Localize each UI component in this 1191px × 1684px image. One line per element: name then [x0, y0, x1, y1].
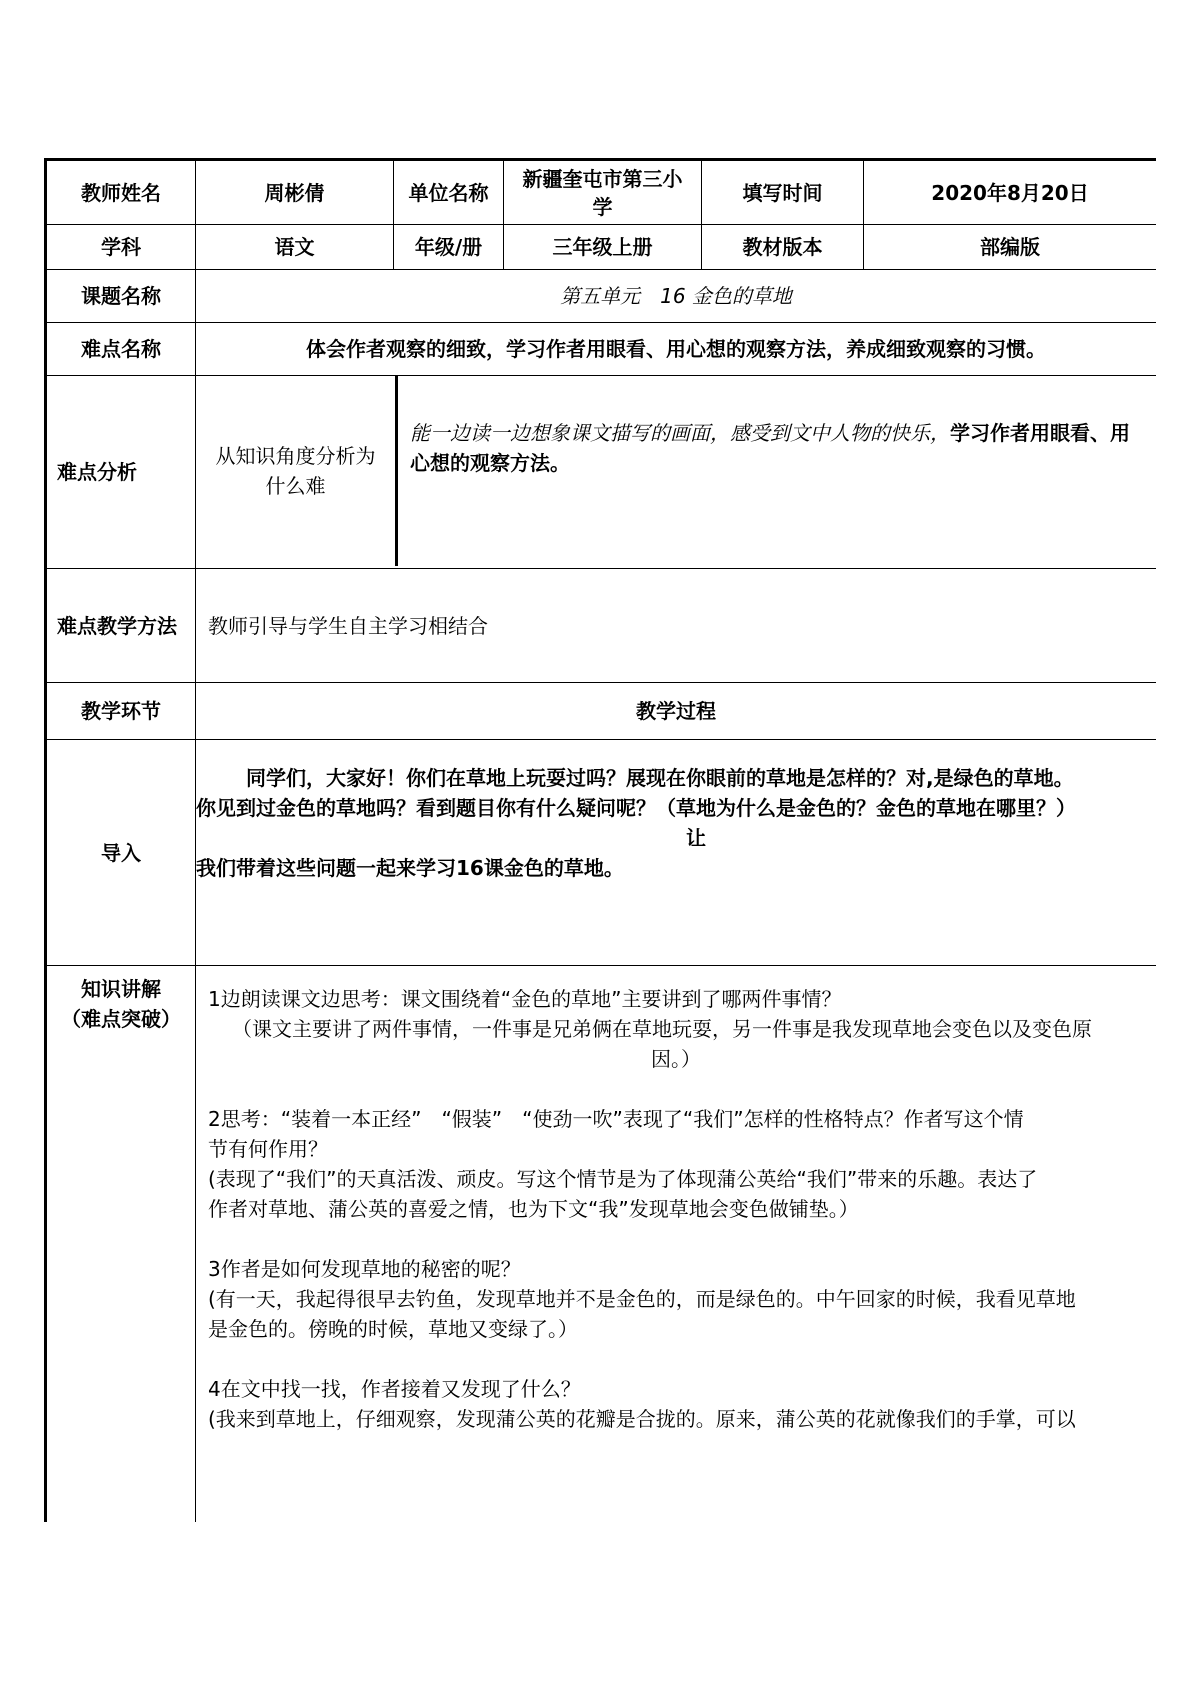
- question-4: 4在文中找一找，作者接着又发现了什么？: [208, 1377, 581, 1401]
- unit-name-line1: 新疆奎屯市第三小: [522, 166, 683, 191]
- unit-name-line2: 学: [592, 194, 613, 219]
- intro-row: [46, 740, 1157, 966]
- date-value: 2020年8月20日: [864, 160, 1157, 225]
- intro-line-1: 同学们，大家好！你们在草地上玩耍过吗？展现在你眼前的草地是怎样的？对,是绿色的草地。: [246, 765, 1074, 790]
- process-header-label: 教学环节: [46, 683, 196, 740]
- answer-3-line1: (有一天，我起得很早去钓鱼，发现草地并不是金色的，而是绿色的。中午回家的时候，我看见草地: [208, 1287, 1076, 1311]
- unit-label: 单位名称: [394, 160, 504, 225]
- analysis-label: 难点分析: [46, 376, 196, 569]
- answer-2-line1: (表现了“我们”的天真活泼、顽皮。写这个情节是为了体现蒲公英给“我们”带来的乐趣。表达了: [208, 1167, 1038, 1191]
- intro-line-4: 我们带着这些问题一起来学习16课金色的草地。: [196, 855, 624, 880]
- knowledge-label-line2: （难点突破）: [61, 1007, 181, 1031]
- answer-1-line1: （课文主要讲了两件事情，一件事是兄弟俩在草地玩耍，另一件事是我发现草地会变色以及变色原: [232, 1017, 1092, 1041]
- intro-label: 导入: [46, 740, 196, 966]
- analysis-text-bold: 学习作者用眼看、用心想的观察方法。: [410, 421, 1130, 475]
- grade-value: 三年级上册: [504, 225, 702, 270]
- process-header-row: [46, 683, 1157, 740]
- edition-value: 部编版: [864, 225, 1157, 270]
- question-2-line2: 节有何作用？: [208, 1137, 328, 1161]
- date-label: 填写时间: [702, 160, 864, 225]
- analysis-sub-label: 从知识角度分析为什么难: [196, 376, 398, 566]
- intro-line-2: 你见到过金色的草地吗？看到题目你有什么疑问呢？（草地为什么是金色的？金色的草地在哪里？）: [196, 795, 1076, 820]
- topic-label: 课题名称: [46, 270, 196, 323]
- analysis-cell: [196, 376, 1157, 569]
- analysis-inner: [196, 376, 1156, 566]
- subject-label: 学科: [46, 225, 196, 270]
- question-1: 1边朗读课文边思考：课文围绕着“金色的草地”主要讲到了哪两件事情？: [208, 987, 842, 1011]
- answer-2-line2: 作者对草地、蒲公英的喜爱之情，也为下文“我”发现草地会变色做铺垫。）: [208, 1197, 859, 1221]
- knowledge-row: [46, 966, 1157, 1523]
- knowledge-content: [196, 966, 1157, 1523]
- analysis-text-italic: 能一边读一边想象课文描写的画面，感受到文中人物的快乐，: [410, 421, 950, 445]
- topic-row: [46, 270, 1157, 323]
- process-header-value: 教学过程: [196, 683, 1157, 740]
- intro-content: [196, 740, 1157, 966]
- answer-4-line1: (我来到草地上，仔细观察，发现蒲公英的花瓣是合拢的。原来，蒲公英的花就像我们的手掌，可以: [208, 1407, 1076, 1431]
- method-label: 难点教学方法: [46, 569, 196, 683]
- lesson-plan-page: [44, 158, 1156, 1522]
- method-value: 教师引导与学生自主学习相结合: [196, 569, 1157, 683]
- unit-name: [504, 160, 702, 225]
- analysis-row: [46, 376, 1157, 569]
- difficulty-label: 难点名称: [46, 323, 196, 376]
- knowledge-label-line1: 知识讲解: [81, 977, 161, 1001]
- intro-line-3: 让: [686, 825, 706, 850]
- question-3: 3作者是如何发现草地的秘密的呢？: [208, 1257, 521, 1281]
- answer-3-line2: 是金色的。傍晚的时候，草地又变绿了。）: [208, 1317, 578, 1341]
- question-2-line1: 2思考：“装着一本正经” “假装” “使劲一吹”表现了“我们”怎样的性格特点？作者写这个情: [208, 1107, 1024, 1131]
- header-row-1: [46, 160, 1157, 225]
- teacher-name: 周彬倩: [196, 160, 394, 225]
- grade-label: 年级/册: [394, 225, 504, 270]
- header-row-2: [46, 225, 1157, 270]
- analysis-content: [398, 376, 1156, 566]
- knowledge-label: [46, 966, 196, 1523]
- subject-value: 语文: [196, 225, 394, 270]
- edition-label: 教材版本: [702, 225, 864, 270]
- teacher-label: 教师姓名: [46, 160, 196, 225]
- topic-value: 第五单元 16 金色的草地: [196, 270, 1157, 323]
- difficulty-value: 体会作者观察的细致，学习作者用眼看、用心想的观察方法，养成细致观察的习惯。: [196, 323, 1157, 376]
- method-row: [46, 569, 1157, 683]
- difficulty-row: [46, 323, 1157, 376]
- lesson-plan-table: [44, 158, 1156, 1522]
- answer-1-line2: 因。）: [651, 1047, 701, 1071]
